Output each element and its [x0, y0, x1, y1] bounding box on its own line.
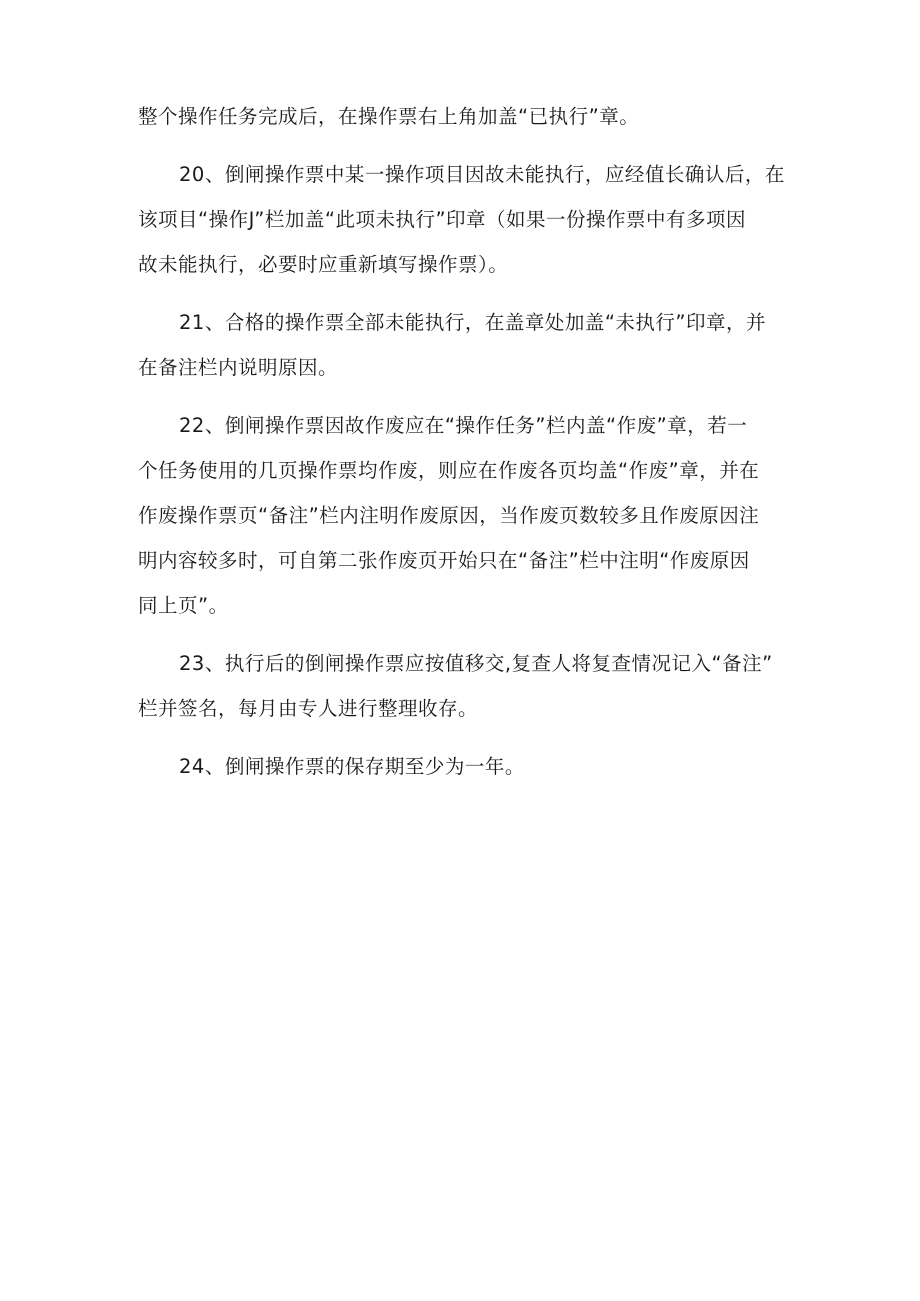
paragraph-execution-stamp	[138, 94, 788, 139]
text-line: 24、倒闸操作票的保存期至少为一年。	[179, 755, 525, 778]
paragraph-item-23	[138, 641, 788, 731]
text-line: 明内容较多时，可自第二张作废页开始只在“备注”栏中注明“作废原因	[138, 549, 750, 572]
text-line: 故未能执行，必要时应重新填写操作票）。	[138, 253, 509, 276]
text-line: 个任务使用的几页操作票均作废，则应在作废各页均盖“作废”章，并在	[138, 459, 760, 482]
paragraph-item-24	[138, 744, 788, 789]
document-body	[138, 94, 788, 802]
text-line: 21、合格的操作票全部未能执行，在盖章处加盖“未执行”印章，并	[179, 311, 767, 334]
text-line: 23、执行后的倒闸操作票应按值移交,复查人将复查情况记入“备注”	[179, 652, 773, 675]
text-line: 同上页”。	[138, 594, 229, 617]
text-line: 该项目“操作J”栏加盖“此项未执行”印章（如果一份操作票中有多项因	[138, 208, 747, 231]
text-line: 栏并签名，每月由专人进行整理收存。	[138, 697, 479, 720]
paragraph-item-20	[138, 152, 788, 287]
text-line: 22、倒闸操作票因故作废应在“操作任务”栏内盖“作废”章，若一	[179, 414, 748, 437]
paragraph-item-22	[138, 403, 788, 628]
text-line: 在备注栏内说明原因。	[138, 356, 339, 379]
text-line: 整个操作任务完成后，在操作票右上角加盖“已执行”章。	[138, 105, 640, 128]
text-line: 作废操作票页“备注”栏内注明作废原因，当作废页数较多且作废原因注	[138, 504, 760, 527]
paragraph-item-21	[138, 300, 788, 390]
text-line: 20、倒闸操作票中某一操作项目因故未能执行，应经值长确认后，在	[179, 163, 785, 186]
